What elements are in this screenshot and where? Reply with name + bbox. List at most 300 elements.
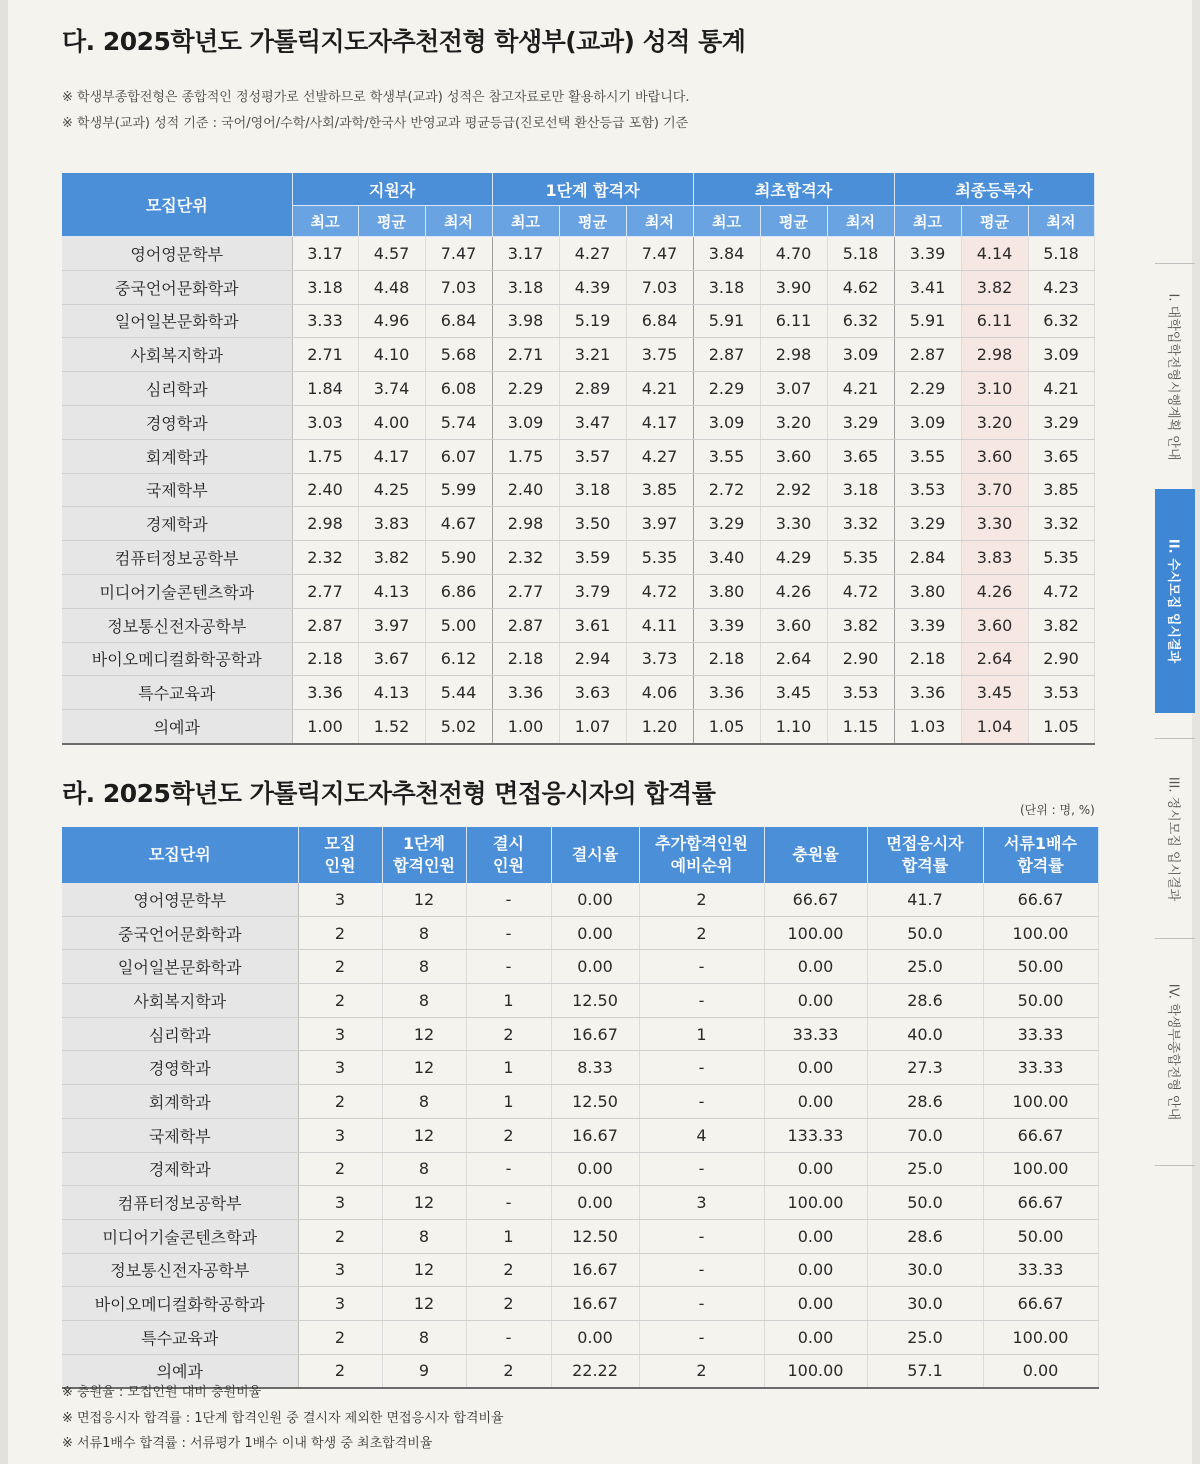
value-cell: 3: [298, 1051, 382, 1085]
value-cell: -: [639, 1152, 764, 1186]
side-tab-2-active[interactable]: [1155, 489, 1195, 713]
grade-cell: 4.17: [358, 439, 425, 473]
grade-cell: 2.72: [693, 473, 760, 507]
grade-cell: 2.77: [292, 574, 358, 608]
grade-cell: 5.18: [827, 237, 894, 271]
grade-cell: 3.47: [559, 405, 626, 439]
grade-cell: 1.03: [894, 710, 961, 744]
value-cell: 100.00: [983, 1085, 1098, 1119]
unit-name-cell: 영어영문학부: [62, 883, 298, 916]
value-cell: 16.67: [551, 1253, 639, 1287]
header-unit: 모집단위: [62, 173, 292, 237]
value-cell: 57.1: [867, 1354, 983, 1388]
unit-name-cell: 미디어기술콘텐츠학과: [62, 574, 292, 608]
grade-cell: 6.11: [961, 304, 1028, 338]
value-cell: 2: [298, 950, 382, 984]
grade-cell: 2.40: [492, 473, 559, 507]
grade-cell: 6.84: [626, 304, 693, 338]
grade-cell: 3.59: [559, 541, 626, 575]
value-cell: -: [639, 1320, 764, 1354]
value-cell: 66.67: [764, 883, 867, 916]
grade-cell: 3.07: [760, 372, 827, 406]
unit-name-cell: 중국언어문화학과: [62, 270, 292, 304]
value-cell: 9: [382, 1354, 466, 1388]
value-cell: 100.00: [983, 916, 1098, 950]
grade-cell: 3.83: [358, 507, 425, 541]
unit-name-cell: 회계학과: [62, 439, 292, 473]
grade-cell: 3.82: [827, 608, 894, 642]
grade-cell: 1.84: [292, 372, 358, 406]
grade-cell: 3.32: [827, 507, 894, 541]
table-row: [62, 916, 1098, 950]
header-sub: 최고: [492, 206, 559, 237]
value-cell: -: [639, 1287, 764, 1321]
grade-cell: 3.21: [559, 338, 626, 372]
value-cell: -: [639, 1219, 764, 1253]
side-tab-4[interactable]: [1155, 938, 1195, 1166]
value-cell: 66.67: [983, 1287, 1098, 1321]
value-cell: 1: [466, 984, 551, 1018]
value-cell: 12.50: [551, 1219, 639, 1253]
interview-pass-rate-table: [62, 827, 1099, 1389]
grade-cell: 3.17: [292, 237, 358, 271]
grade-cell: 2.98: [760, 338, 827, 372]
header-sub: 최고: [894, 206, 961, 237]
value-cell: 12: [382, 1287, 466, 1321]
header-sub: 평균: [760, 206, 827, 237]
unit-name-cell: 의예과: [62, 710, 292, 744]
grade-cell: 3.30: [760, 507, 827, 541]
grade-cell: 1.05: [1028, 710, 1094, 744]
value-cell: -: [466, 916, 551, 950]
section-c-note-1: ※ 학생부종합전형은 종합적인 정성평가로 선발하므로 학생부(교과) 성적은 참고자료로만 활용하시기 바랍니다.: [62, 90, 690, 105]
value-cell: 100.00: [983, 1320, 1098, 1354]
value-cell: 16.67: [551, 1287, 639, 1321]
grade-cell: 6.32: [827, 304, 894, 338]
value-cell: 8: [382, 1219, 466, 1253]
value-cell: 50.0: [867, 916, 983, 950]
header-cell: 결시 인원: [466, 827, 551, 883]
grade-cell: 5.68: [425, 338, 492, 372]
grade-cell: 4.48: [358, 270, 425, 304]
value-cell: 8: [382, 984, 466, 1018]
value-cell: 2: [639, 916, 764, 950]
unit-name-cell: 심리학과: [62, 372, 292, 406]
grade-cell: 4.29: [760, 541, 827, 575]
section-d-title: 라. 2025학년도 가톨릭지도자추천전형 면접응시자의 합격률: [62, 779, 716, 808]
grade-cell: 4.06: [626, 676, 693, 710]
header-group-initial: 최초합격자: [693, 173, 894, 206]
grade-cell: 3.39: [693, 608, 760, 642]
grade-cell: 2.18: [292, 642, 358, 676]
grade-cell: 3.18: [693, 270, 760, 304]
header-sub: 평균: [961, 206, 1028, 237]
grade-cell: 3.61: [559, 608, 626, 642]
value-cell: 2: [298, 1354, 382, 1388]
grade-cell: 4.27: [559, 237, 626, 271]
value-cell: 28.6: [867, 1085, 983, 1119]
table-row: [62, 1219, 1098, 1253]
header-group-final: 최종등록자: [894, 173, 1094, 206]
grade-cell: 3.53: [894, 473, 961, 507]
value-cell: 12: [382, 1253, 466, 1287]
grade-cell: 3.29: [693, 507, 760, 541]
grade-cell: 7.47: [626, 237, 693, 271]
value-cell: 1: [466, 1219, 551, 1253]
unit-name-cell: 바이오메디컬화학공학과: [62, 1287, 298, 1321]
value-cell: 22.22: [551, 1354, 639, 1388]
grade-cell: 3.36: [894, 676, 961, 710]
grade-cell: 3.65: [1028, 439, 1094, 473]
value-cell: 12.50: [551, 984, 639, 1018]
grade-cell: 3.41: [894, 270, 961, 304]
unit-name-cell: 미디어기술콘텐츠학과: [62, 1219, 298, 1253]
grade-cell: 3.40: [693, 541, 760, 575]
unit-name-cell: 컴퓨터정보공학부: [62, 541, 292, 575]
unit-name-cell: 정보통신전자공학부: [62, 1253, 298, 1287]
value-cell: -: [466, 1320, 551, 1354]
table-row: [62, 473, 1094, 507]
unit-note: (단위 : 명, %): [1020, 803, 1095, 817]
unit-name-cell: 정보통신전자공학부: [62, 608, 292, 642]
grade-cell: 3.30: [961, 507, 1028, 541]
grade-cell: 5.35: [827, 541, 894, 575]
grade-cell: 3.74: [358, 372, 425, 406]
side-tab-label: IV. 학생부종합전형 안내: [1165, 983, 1181, 1121]
grade-cell: 3.67: [358, 642, 425, 676]
header-sub: 최고: [292, 206, 358, 237]
grade-cell: 5.99: [425, 473, 492, 507]
value-cell: 0.00: [551, 1320, 639, 1354]
grade-cell: 7.03: [425, 270, 492, 304]
grade-cell: 3.09: [1028, 338, 1094, 372]
grade-cell: 3.09: [492, 405, 559, 439]
value-cell: 12: [382, 1051, 466, 1085]
value-cell: 33.33: [983, 1253, 1098, 1287]
unit-name-cell: 의예과: [62, 1354, 298, 1388]
grade-cell: 4.57: [358, 237, 425, 271]
grade-cell: 4.21: [626, 372, 693, 406]
footnote-2: ※ 면접응시자 합격률 : 1단계 합격인원 중 결시자 제외한 면접응시자 합격비율: [62, 1411, 504, 1426]
value-cell: 66.67: [983, 883, 1098, 916]
value-cell: 0.00: [764, 1320, 867, 1354]
grade-cell: 3.03: [292, 405, 358, 439]
grade-cell: 2.29: [693, 372, 760, 406]
grade-cell: 4.10: [358, 338, 425, 372]
value-cell: 66.67: [983, 1186, 1098, 1220]
grade-cell: 2.87: [292, 608, 358, 642]
value-cell: 4: [639, 1118, 764, 1152]
grade-cell: 3.80: [894, 574, 961, 608]
value-cell: 2: [466, 1118, 551, 1152]
side-tab-1[interactable]: [1155, 263, 1195, 490]
header-cell: 결시율: [551, 827, 639, 883]
grade-cell: 3.39: [894, 608, 961, 642]
grade-cell: 2.71: [492, 338, 559, 372]
grade-cell: 4.39: [559, 270, 626, 304]
grade-cell: 3.60: [760, 608, 827, 642]
grade-cell: 2.32: [292, 541, 358, 575]
value-cell: 0.00: [551, 950, 639, 984]
table-row: [62, 439, 1094, 473]
value-cell: -: [639, 1051, 764, 1085]
grade-cell: 3.60: [760, 439, 827, 473]
table-row: [62, 1017, 1098, 1051]
value-cell: -: [466, 950, 551, 984]
value-cell: 41.7: [867, 883, 983, 916]
value-cell: 2: [298, 1320, 382, 1354]
grade-cell: 3.29: [894, 507, 961, 541]
side-tab-3[interactable]: [1155, 738, 1195, 939]
value-cell: 30.0: [867, 1287, 983, 1321]
unit-name-cell: 일어일본문화학과: [62, 304, 292, 338]
grade-cell: 3.84: [693, 237, 760, 271]
grade-cell: 3.82: [1028, 608, 1094, 642]
unit-name-cell: 회계학과: [62, 1085, 298, 1119]
grade-cell: 4.13: [358, 574, 425, 608]
value-cell: 40.0: [867, 1017, 983, 1051]
value-cell: 1: [466, 1051, 551, 1085]
grade-cell: 2.98: [292, 507, 358, 541]
table-row: [62, 507, 1094, 541]
grade-cell: 3.60: [961, 439, 1028, 473]
value-cell: 0.00: [764, 1152, 867, 1186]
grade-cell: 3.63: [559, 676, 626, 710]
grade-cell: 3.18: [292, 270, 358, 304]
header-cell: 모집 인원: [298, 827, 382, 883]
grade-cell: 3.45: [760, 676, 827, 710]
unit-name-cell: 일어일본문화학과: [62, 950, 298, 984]
value-cell: 3: [298, 1118, 382, 1152]
grade-cell: 3.57: [559, 439, 626, 473]
value-cell: -: [639, 950, 764, 984]
header-sub: 최저: [1028, 206, 1094, 237]
grade-cell: 4.70: [760, 237, 827, 271]
grade-cell: 3.39: [894, 237, 961, 271]
header-sub: 평균: [559, 206, 626, 237]
value-cell: 100.00: [764, 1354, 867, 1388]
value-cell: 25.0: [867, 1320, 983, 1354]
value-cell: 3: [298, 1253, 382, 1287]
value-cell: 3: [298, 883, 382, 916]
header-sub: 평균: [358, 206, 425, 237]
value-cell: 0.00: [551, 916, 639, 950]
grade-cell: 3.65: [827, 439, 894, 473]
grade-cell: 3.17: [492, 237, 559, 271]
grade-cell: 5.35: [1028, 541, 1094, 575]
grade-cell: 2.98: [492, 507, 559, 541]
grade-cell: 4.23: [1028, 270, 1094, 304]
unit-name-cell: 경영학과: [62, 405, 292, 439]
unit-name-cell: 심리학과: [62, 1017, 298, 1051]
grade-cell: 3.73: [626, 642, 693, 676]
table-row: [62, 1253, 1098, 1287]
footnote-3: ※ 서류1배수 합격률 : 서류평가 1배수 이내 학생 중 최초합격비율: [62, 1436, 433, 1451]
grade-cell: 5.91: [894, 304, 961, 338]
value-cell: 12.50: [551, 1085, 639, 1119]
grade-cell: 5.74: [425, 405, 492, 439]
table-row: [62, 984, 1098, 1018]
table-row: [62, 1051, 1098, 1085]
grade-cell: 4.67: [425, 507, 492, 541]
grade-cell: 2.98: [961, 338, 1028, 372]
value-cell: 50.00: [983, 1219, 1098, 1253]
grade-cell: 3.85: [626, 473, 693, 507]
unit-name-cell: 사회복지학과: [62, 338, 292, 372]
table-row: [62, 405, 1094, 439]
grade-cell: 4.72: [827, 574, 894, 608]
grade-cell: 2.87: [693, 338, 760, 372]
grade-cell: 3.09: [827, 338, 894, 372]
grade-cell: 4.25: [358, 473, 425, 507]
value-cell: 0.00: [983, 1354, 1098, 1388]
value-cell: -: [639, 1253, 764, 1287]
unit-name-cell: 중국언어문화학과: [62, 916, 298, 950]
grade-cell: 3.50: [559, 507, 626, 541]
unit-name-cell: 특수교육과: [62, 1320, 298, 1354]
grade-cell: 3.18: [492, 270, 559, 304]
value-cell: 100.00: [764, 1186, 867, 1220]
grade-cell: 4.21: [827, 372, 894, 406]
grade-statistics-table: [62, 173, 1095, 745]
grade-cell: 4.00: [358, 405, 425, 439]
grade-cell: 4.11: [626, 608, 693, 642]
grade-cell: 2.29: [492, 372, 559, 406]
unit-name-cell: 국제학부: [62, 473, 292, 507]
grade-cell: 1.00: [292, 710, 358, 744]
grade-cell: 3.09: [894, 405, 961, 439]
grade-cell: 2.90: [1028, 642, 1094, 676]
unit-name-cell: 국제학부: [62, 1118, 298, 1152]
table-row: [62, 1118, 1098, 1152]
grade-cell: 5.00: [425, 608, 492, 642]
grade-cell: 3.32: [1028, 507, 1094, 541]
value-cell: 2: [298, 916, 382, 950]
unit-name-cell: 특수교육과: [62, 676, 292, 710]
grade-cell: 6.84: [425, 304, 492, 338]
value-cell: 2: [466, 1354, 551, 1388]
table-row: [62, 1085, 1098, 1119]
value-cell: -: [466, 1186, 551, 1220]
value-cell: 8: [382, 916, 466, 950]
grade-cell: 2.32: [492, 541, 559, 575]
grade-cell: 4.26: [760, 574, 827, 608]
value-cell: 8: [382, 1320, 466, 1354]
value-cell: 2: [298, 984, 382, 1018]
grade-cell: 3.82: [961, 270, 1028, 304]
value-cell: 3: [298, 1017, 382, 1051]
value-cell: 33.33: [983, 1051, 1098, 1085]
grade-cell: 5.90: [425, 541, 492, 575]
value-cell: 70.0: [867, 1118, 983, 1152]
grade-cell: 6.07: [425, 439, 492, 473]
value-cell: 8: [382, 950, 466, 984]
grade-cell: 4.14: [961, 237, 1028, 271]
section-c-title: 다. 2025학년도 가톨릭지도자추천전형 학생부(교과) 성적 통계: [62, 27, 746, 56]
grade-cell: 3.85: [1028, 473, 1094, 507]
value-cell: 12: [382, 1017, 466, 1051]
grade-cell: 3.45: [961, 676, 1028, 710]
grade-cell: 1.00: [492, 710, 559, 744]
value-cell: 33.33: [764, 1017, 867, 1051]
grade-cell: 3.70: [961, 473, 1028, 507]
value-cell: 2: [466, 1017, 551, 1051]
header-sub: 최고: [693, 206, 760, 237]
grade-cell: 3.36: [292, 676, 358, 710]
table-row: [62, 541, 1094, 575]
value-cell: 50.0: [867, 1186, 983, 1220]
grade-cell: 2.94: [559, 642, 626, 676]
grade-cell: 1.20: [626, 710, 693, 744]
value-cell: -: [639, 1085, 764, 1119]
header-sub: 최저: [425, 206, 492, 237]
value-cell: 8: [382, 1152, 466, 1186]
header-cell: 추가합격인원 예비순위: [639, 827, 764, 883]
header-sub: 최저: [827, 206, 894, 237]
header-cell: 서류1배수 합격률: [983, 827, 1098, 883]
table-row: [62, 372, 1094, 406]
grade-cell: 2.89: [559, 372, 626, 406]
unit-name-cell: 경영학과: [62, 1051, 298, 1085]
grade-cell: 4.13: [358, 676, 425, 710]
grade-cell: 5.44: [425, 676, 492, 710]
value-cell: 0.00: [764, 1287, 867, 1321]
grade-cell: 5.35: [626, 541, 693, 575]
grade-cell: 1.15: [827, 710, 894, 744]
value-cell: 100.00: [983, 1152, 1098, 1186]
value-cell: 1: [639, 1017, 764, 1051]
value-cell: 0.00: [764, 1253, 867, 1287]
value-cell: 3: [639, 1186, 764, 1220]
grade-cell: 3.20: [760, 405, 827, 439]
value-cell: 33.33: [983, 1017, 1098, 1051]
grade-cell: 6.86: [425, 574, 492, 608]
grade-cell: 1.75: [492, 439, 559, 473]
grade-cell: 3.80: [693, 574, 760, 608]
value-cell: 0.00: [764, 1051, 867, 1085]
value-cell: 12: [382, 1118, 466, 1152]
section-c-note-2: ※ 학생부(교과) 성적 기준 : 국어/영어/수학/사회/과학/한국사 반영교과 평균등급(진로선택 환산등급 포함) 기준: [62, 116, 689, 131]
grade-cell: 1.52: [358, 710, 425, 744]
grade-cell: 3.18: [827, 473, 894, 507]
value-cell: 28.6: [867, 1219, 983, 1253]
table-row: [62, 642, 1094, 676]
value-cell: 0.00: [551, 1186, 639, 1220]
table-row: [62, 608, 1094, 642]
table-row: [62, 1287, 1098, 1321]
grade-cell: 2.84: [894, 541, 961, 575]
grade-cell: 3.20: [961, 405, 1028, 439]
grade-cell: 2.77: [492, 574, 559, 608]
value-cell: 100.00: [764, 916, 867, 950]
value-cell: 0.00: [551, 1152, 639, 1186]
header-cell: 면접응시자 합격률: [867, 827, 983, 883]
grade-cell: 5.18: [1028, 237, 1094, 271]
grade-cell: 4.62: [827, 270, 894, 304]
grade-cell: 3.98: [492, 304, 559, 338]
grade-cell: 4.21: [1028, 372, 1094, 406]
value-cell: 2: [639, 1354, 764, 1388]
grade-cell: 5.19: [559, 304, 626, 338]
value-cell: 1: [466, 1085, 551, 1119]
grade-cell: 4.27: [626, 439, 693, 473]
grade-cell: 6.08: [425, 372, 492, 406]
grade-cell: 5.91: [693, 304, 760, 338]
grade-cell: 2.18: [693, 642, 760, 676]
table-row: [62, 676, 1094, 710]
value-cell: -: [466, 883, 551, 916]
header-group-stage1: 1단계 합격자: [492, 173, 693, 206]
